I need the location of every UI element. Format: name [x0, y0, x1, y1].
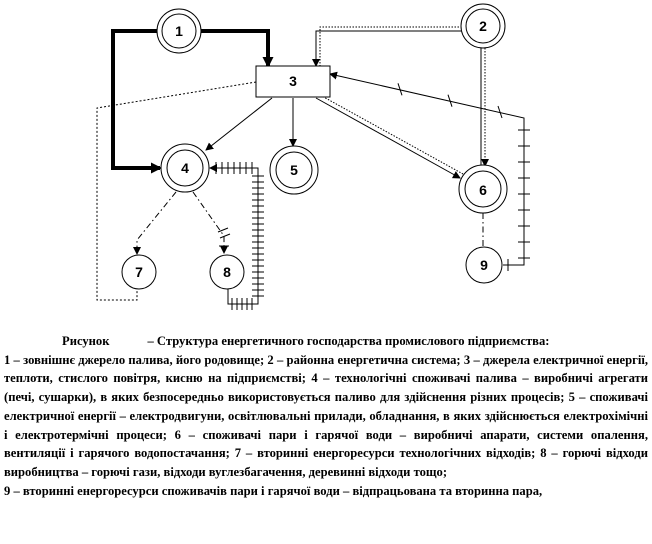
node-2-label: 2: [479, 18, 487, 34]
node-9-label: 9: [480, 257, 488, 273]
caption-title: – Структура енергетичного господарства промислового підприємства:: [147, 334, 550, 348]
node-4: [161, 144, 209, 192]
edge-3-to-4: [206, 98, 272, 150]
edge-2-to-6: [481, 48, 485, 166]
caption-body: 1 – зовнішнє джерело палива, його родовище; 2 – районна енергетична система; 3 – джерела електричної енергії, теплоти, стислого повітря, кисню на підприємстві; 4 – технологічні споживачі палива – виробничі агрегати (печі, сушарки), в яких безпосередньо використовується паливо для здійснення різних процесів; 5 – споживачі електричної енергії – електродвигуни, освітлювальні прилади, обладнання, в яких здійснюється електрохімічні і електротермічні процеси; 6 – споживачі пари і гарячої води – виробничі апарати, системи опалення, вентиляції і гарячого водопостачання; 7 – вторинні енергоресурси технологічних відходів; 8 – горючі відходи виробництва – горючі гази, відходи вуглезбагачення, деревинні відходи тощо;: [4, 352, 648, 479]
node-6-label: 6: [479, 182, 487, 198]
node-2: [461, 4, 505, 48]
figure-caption: [4, 332, 648, 500]
edge-8-to-4: [210, 162, 264, 310]
node-4-label: 4: [181, 160, 189, 176]
node-1-label: 1: [175, 23, 183, 39]
edge-2-to-3: [316, 27, 462, 66]
edge-3-to-6: [316, 95, 463, 178]
node-7: [122, 255, 156, 289]
edge-1-to-3: [198, 31, 268, 66]
caption-last-line: 9 – вторинні енергоресурси споживачів пари і гарячої води – відпрацьована та вторинна пара,: [4, 483, 543, 498]
caption-heading: [4, 332, 648, 351]
edge-4-to-7: [137, 192, 176, 254]
node-5: [270, 146, 318, 194]
node-1: [157, 9, 201, 53]
node-9: [466, 247, 502, 283]
node-8-label: 8: [223, 264, 231, 280]
node-5-label: 5: [290, 162, 298, 178]
node-8: [210, 255, 244, 289]
node-3-label: 3: [289, 73, 297, 89]
node-7-label: 7: [135, 264, 143, 280]
edge-1-to-4: [113, 31, 160, 168]
node-6: [459, 165, 507, 213]
caption-label: Рисунок: [62, 334, 110, 348]
node-3: [256, 66, 330, 97]
edge-4-to-8: [193, 192, 230, 253]
